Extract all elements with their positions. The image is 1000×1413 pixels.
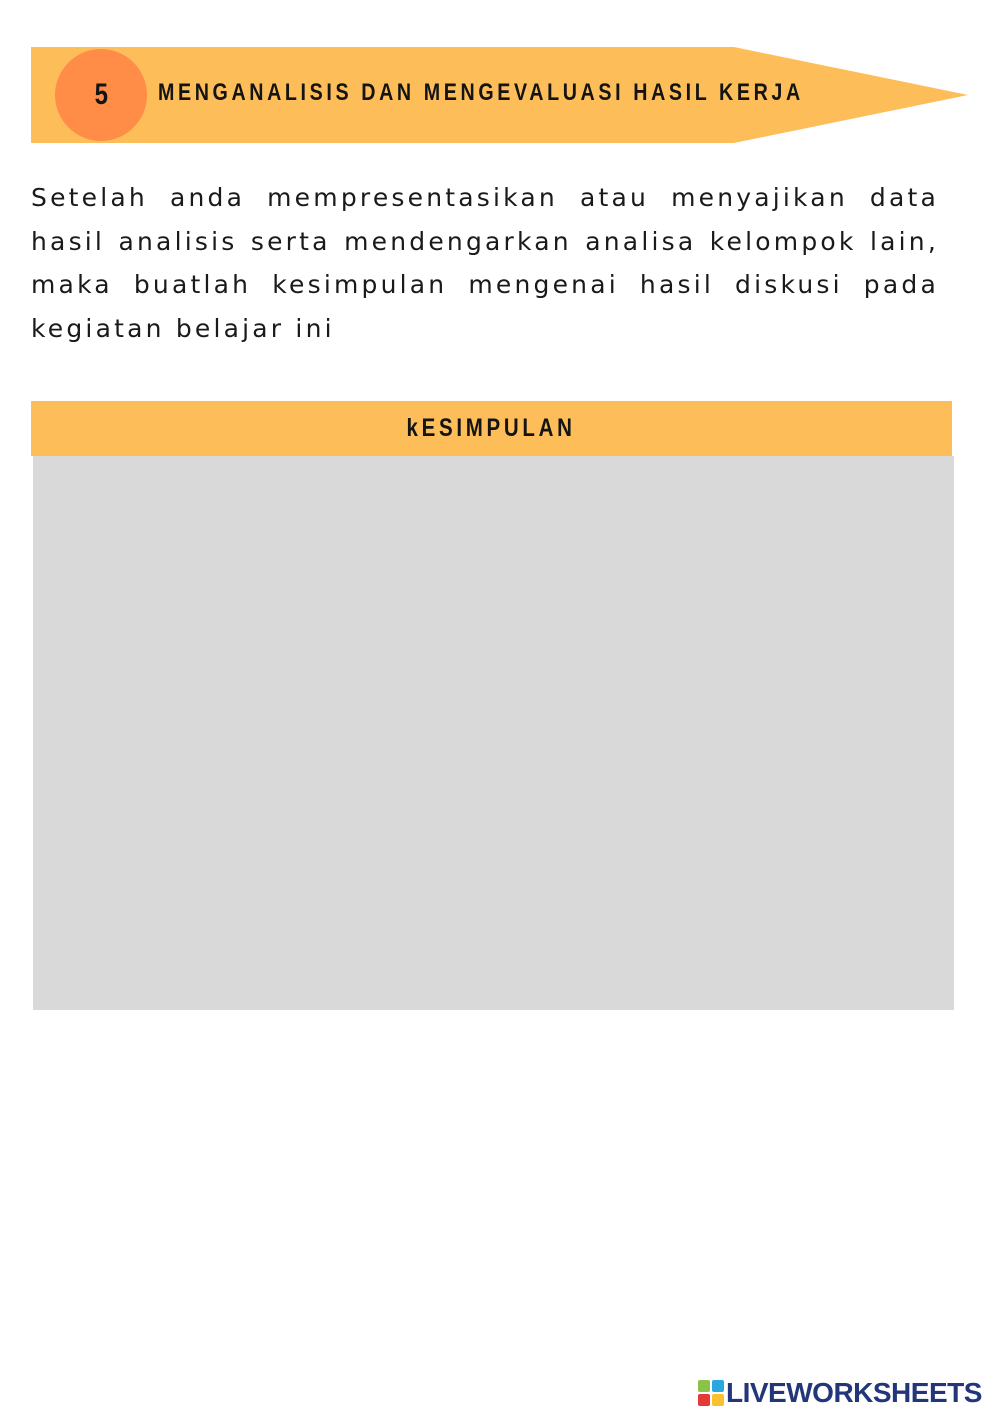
section-banner [31,47,968,143]
conclusion-header [31,401,952,456]
section-number: 5 [94,78,108,111]
logo-square-green [698,1380,710,1392]
conclusion-answer-box[interactable] [33,456,954,1010]
section-number-badge [55,49,147,141]
logo-text: LIVEWORKSHEETS [726,1377,982,1408]
liveworksheets-logo-icon [698,1380,724,1406]
liveworksheets-logo [698,1378,982,1408]
logo-square-red [698,1394,710,1406]
instructions-paragraph: Setelah anda mempresentasikan atau menyajikan data hasil analisis serta mendengarkan analisa kelompok lain, maka buatlah kesimpulan mengenai hasil diskusi pada kegiatan belajar ini [31,183,939,343]
section-title: MENGANALISIS DAN MENGEVALUASI HASIL KERJA [158,79,804,106]
logo-square-yellow [712,1394,724,1406]
logo-square-blue [712,1380,724,1392]
conclusion-title: kESIMPULAN [406,414,577,442]
